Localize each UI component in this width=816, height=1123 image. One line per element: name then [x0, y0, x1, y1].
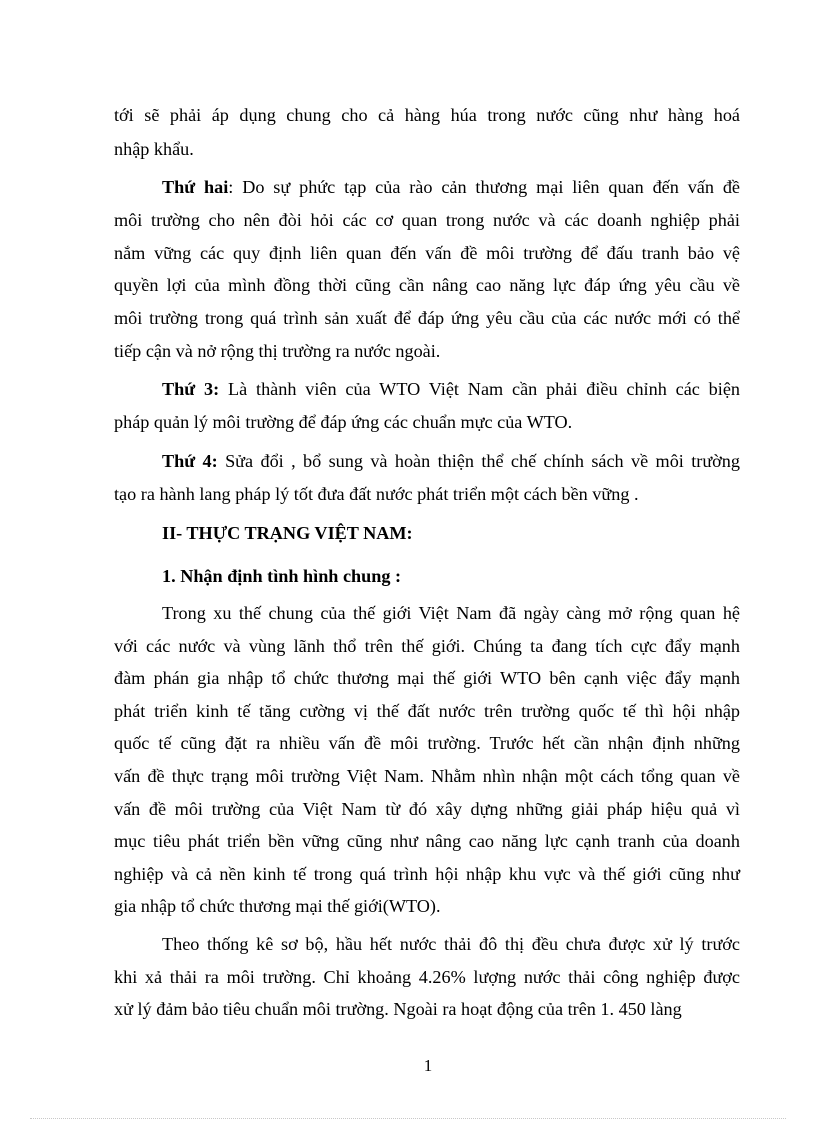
- paragraph-line: đàm phán gia nhập tổ chức thương mại thế giới WTO bên cạnh việc đẩy mạnh: [114, 668, 740, 688]
- page-bottom-divider: [30, 1118, 786, 1119]
- paragraph-first-line: Thứ 4: Sửa đổi , bổ sung và hoàn thiện thể chế chính sách về môi trường: [162, 451, 740, 471]
- paragraph-line: mục tiêu phát triển bền vững cũng như nâng cao năng lực cạnh tranh của doanh: [114, 831, 740, 851]
- paragraph-line: tiếp cận và nở rộng thị trường ra nước ngoài.: [114, 341, 441, 361]
- subsection-heading: 1. Nhận định tình hình chung :: [162, 566, 402, 586]
- paragraph-line: quốc tế cũng đặt ra nhiều vấn đề môi trường. Trước hết cần nhận định những: [114, 733, 740, 753]
- paragraph-first-line: Trong xu thế chung của thế giới Việt Nam đã ngày càng mở rộng quan hệ: [162, 603, 740, 623]
- paragraph-line: xử lý đảm bảo tiêu chuẩn môi trường. Ngoài ra hoạt động của trên 1. 450 làng: [114, 999, 682, 1019]
- paragraph-line: pháp quản lý môi trường để đáp ứng các chuẩn mực của WTO.: [114, 412, 573, 432]
- paragraph-line: tạo ra hành lang pháp lý tốt đưa đất nước phát triển một cách bền vững .: [114, 484, 639, 504]
- paragraph-line: môi trường trong quá trình sản xuất để đáp ứng yêu cầu của các nước mới có thể: [114, 308, 740, 328]
- paragraph-line: gia nhập tổ chức thương mại thế giới(WTO).: [114, 896, 441, 916]
- paragraph-line: với các nước và vùng lãnh thổ trên thế giới. Chúng ta đang tích cực đẩy mạnh: [114, 636, 740, 656]
- paragraph-label: Thứ 3:: [162, 379, 220, 399]
- section-heading: II- THỰC TRẠNG VIỆT NAM:: [162, 523, 413, 543]
- paragraph-first-line: Thứ hai: Do sự phức tạp của rào cản thương mại liên quan đến vấn đề: [162, 177, 740, 197]
- paragraph-line: nắm vững các quy định liên quan đến vấn đề môi trường để đấu tranh bảo vệ: [114, 243, 740, 263]
- paragraph-first-line: Thứ 3: Là thành viên của WTO Việt Nam cần phải điều chỉnh các biện: [162, 379, 740, 399]
- paragraph-label: Thứ 4:: [162, 451, 218, 471]
- paragraph-line: nghiệp và cả nền kinh tế trong quá trình hội nhập khu vực và thế giới cũng như: [114, 864, 740, 884]
- paragraph-line: phát triển kinh tế tăng cường vị thế đất nước trên trường quốc tế thì hội nhập: [114, 701, 740, 721]
- paragraph-line: vấn đề môi trường của Việt Nam từ đó xây dựng những giải pháp hiệu quả vì: [114, 799, 740, 819]
- paragraph-line: môi trường cho nên đòi hỏi các cơ quan trong nước và các doanh nghiệp phải: [114, 210, 740, 230]
- paragraph-line: quyền lợi của mình đồng thời cũng cần nâng cao năng lực đáp ứng yêu cầu về: [114, 275, 740, 295]
- paragraph-first-line: Theo thống kê sơ bộ, hầu hết nước thải đô thị đều chưa được xử lý trước: [162, 934, 740, 954]
- paragraph-line: khi xả thải ra môi trường. Chỉ khoảng 4.26% lượng nước thải công nghiệp được: [114, 967, 740, 987]
- paragraph-line: nhập khẩu.: [114, 139, 194, 159]
- paragraph-line: tới sẽ phải áp dụng chung cho cả hàng húa trong nước cũng như hàng hoá: [114, 105, 740, 125]
- paragraph-label: Thứ hai: [162, 177, 229, 197]
- page-number: 1: [423, 1056, 433, 1075]
- paragraph-line: vấn đề thực trạng môi trường Việt Nam. Nhằm nhìn nhận một cách tổng quan về: [114, 766, 740, 786]
